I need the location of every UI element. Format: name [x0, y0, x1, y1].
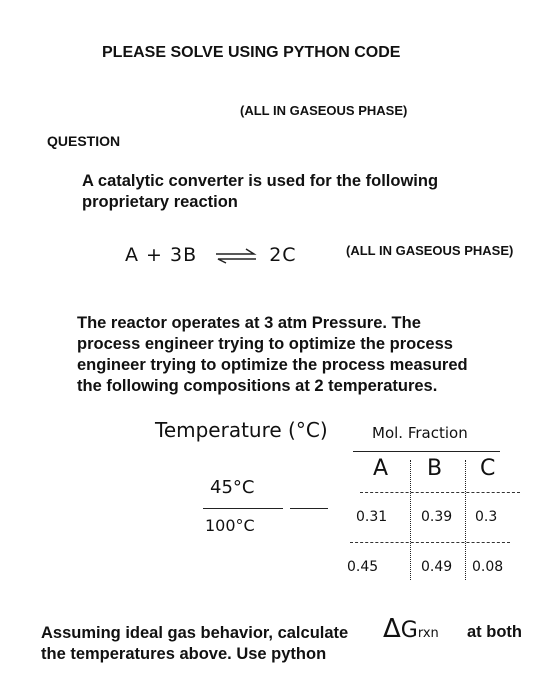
header-underline — [353, 451, 500, 452]
temperature-divider — [203, 508, 283, 509]
temperature-row-1: 45°C — [210, 477, 255, 498]
footer-line: the temperatures above. Use python — [41, 645, 327, 663]
reaction-lhs: A + 3B — [125, 244, 198, 266]
delta-g-rxn-symbol — [383, 614, 439, 644]
value-b-row-1: 0.39 — [421, 509, 453, 525]
column-separator — [465, 460, 466, 580]
temperature-header: Temperature (°C) — [155, 418, 328, 442]
rxn-subscript: rxn — [417, 626, 439, 641]
footer-paragraph — [41, 623, 348, 665]
body-line: engineer trying to optimize the process measured — [77, 356, 468, 374]
reaction-rhs: 2C — [269, 244, 297, 266]
row-divider — [350, 542, 510, 543]
reaction-equation — [125, 244, 297, 266]
row-divider — [360, 492, 520, 493]
column-header-c: C — [480, 456, 496, 481]
phase-note: (ALL IN GASEOUS PHASE) — [240, 103, 408, 118]
equilibrium-arrow-icon — [212, 248, 260, 264]
value-c-row-2: 0.08 — [472, 559, 504, 575]
gibbs-symbol: G — [400, 618, 418, 643]
reaction-phase-note: (ALL IN GASEOUS PHASE) — [346, 243, 514, 258]
question-label: QUESTION — [47, 133, 121, 149]
value-a-row-1: 0.31 — [356, 509, 388, 525]
body-line: the following compositions at 2 temperatures. — [77, 377, 438, 395]
intro-paragraph — [82, 171, 438, 213]
value-a-row-2: 0.45 — [347, 559, 379, 575]
column-separator — [410, 460, 411, 580]
column-header-a: A — [373, 456, 389, 481]
body-line: process engineer trying to optimize the process — [77, 335, 453, 353]
value-b-row-2: 0.49 — [421, 559, 453, 575]
value-c-row-1: 0.3 — [475, 509, 498, 525]
page-title: PLEASE SOLVE USING PYTHON CODE — [102, 44, 401, 61]
footer-line: Assuming ideal gas behavior, calculate — [41, 624, 349, 642]
body-paragraph — [77, 313, 468, 397]
delta-symbol: Δ — [383, 614, 401, 644]
column-header-b: B — [427, 456, 443, 481]
intro-line: proprietary reaction — [82, 193, 238, 211]
row-connector — [290, 508, 328, 509]
mol-fraction-header: Mol. Fraction — [372, 424, 468, 442]
footer-suffix: at both — [467, 623, 522, 641]
intro-line: A catalytic converter is used for the following — [82, 172, 439, 190]
temperature-row-2: 100°C — [205, 516, 255, 535]
body-line: The reactor operates at 3 atm Pressure. The — [77, 314, 421, 332]
